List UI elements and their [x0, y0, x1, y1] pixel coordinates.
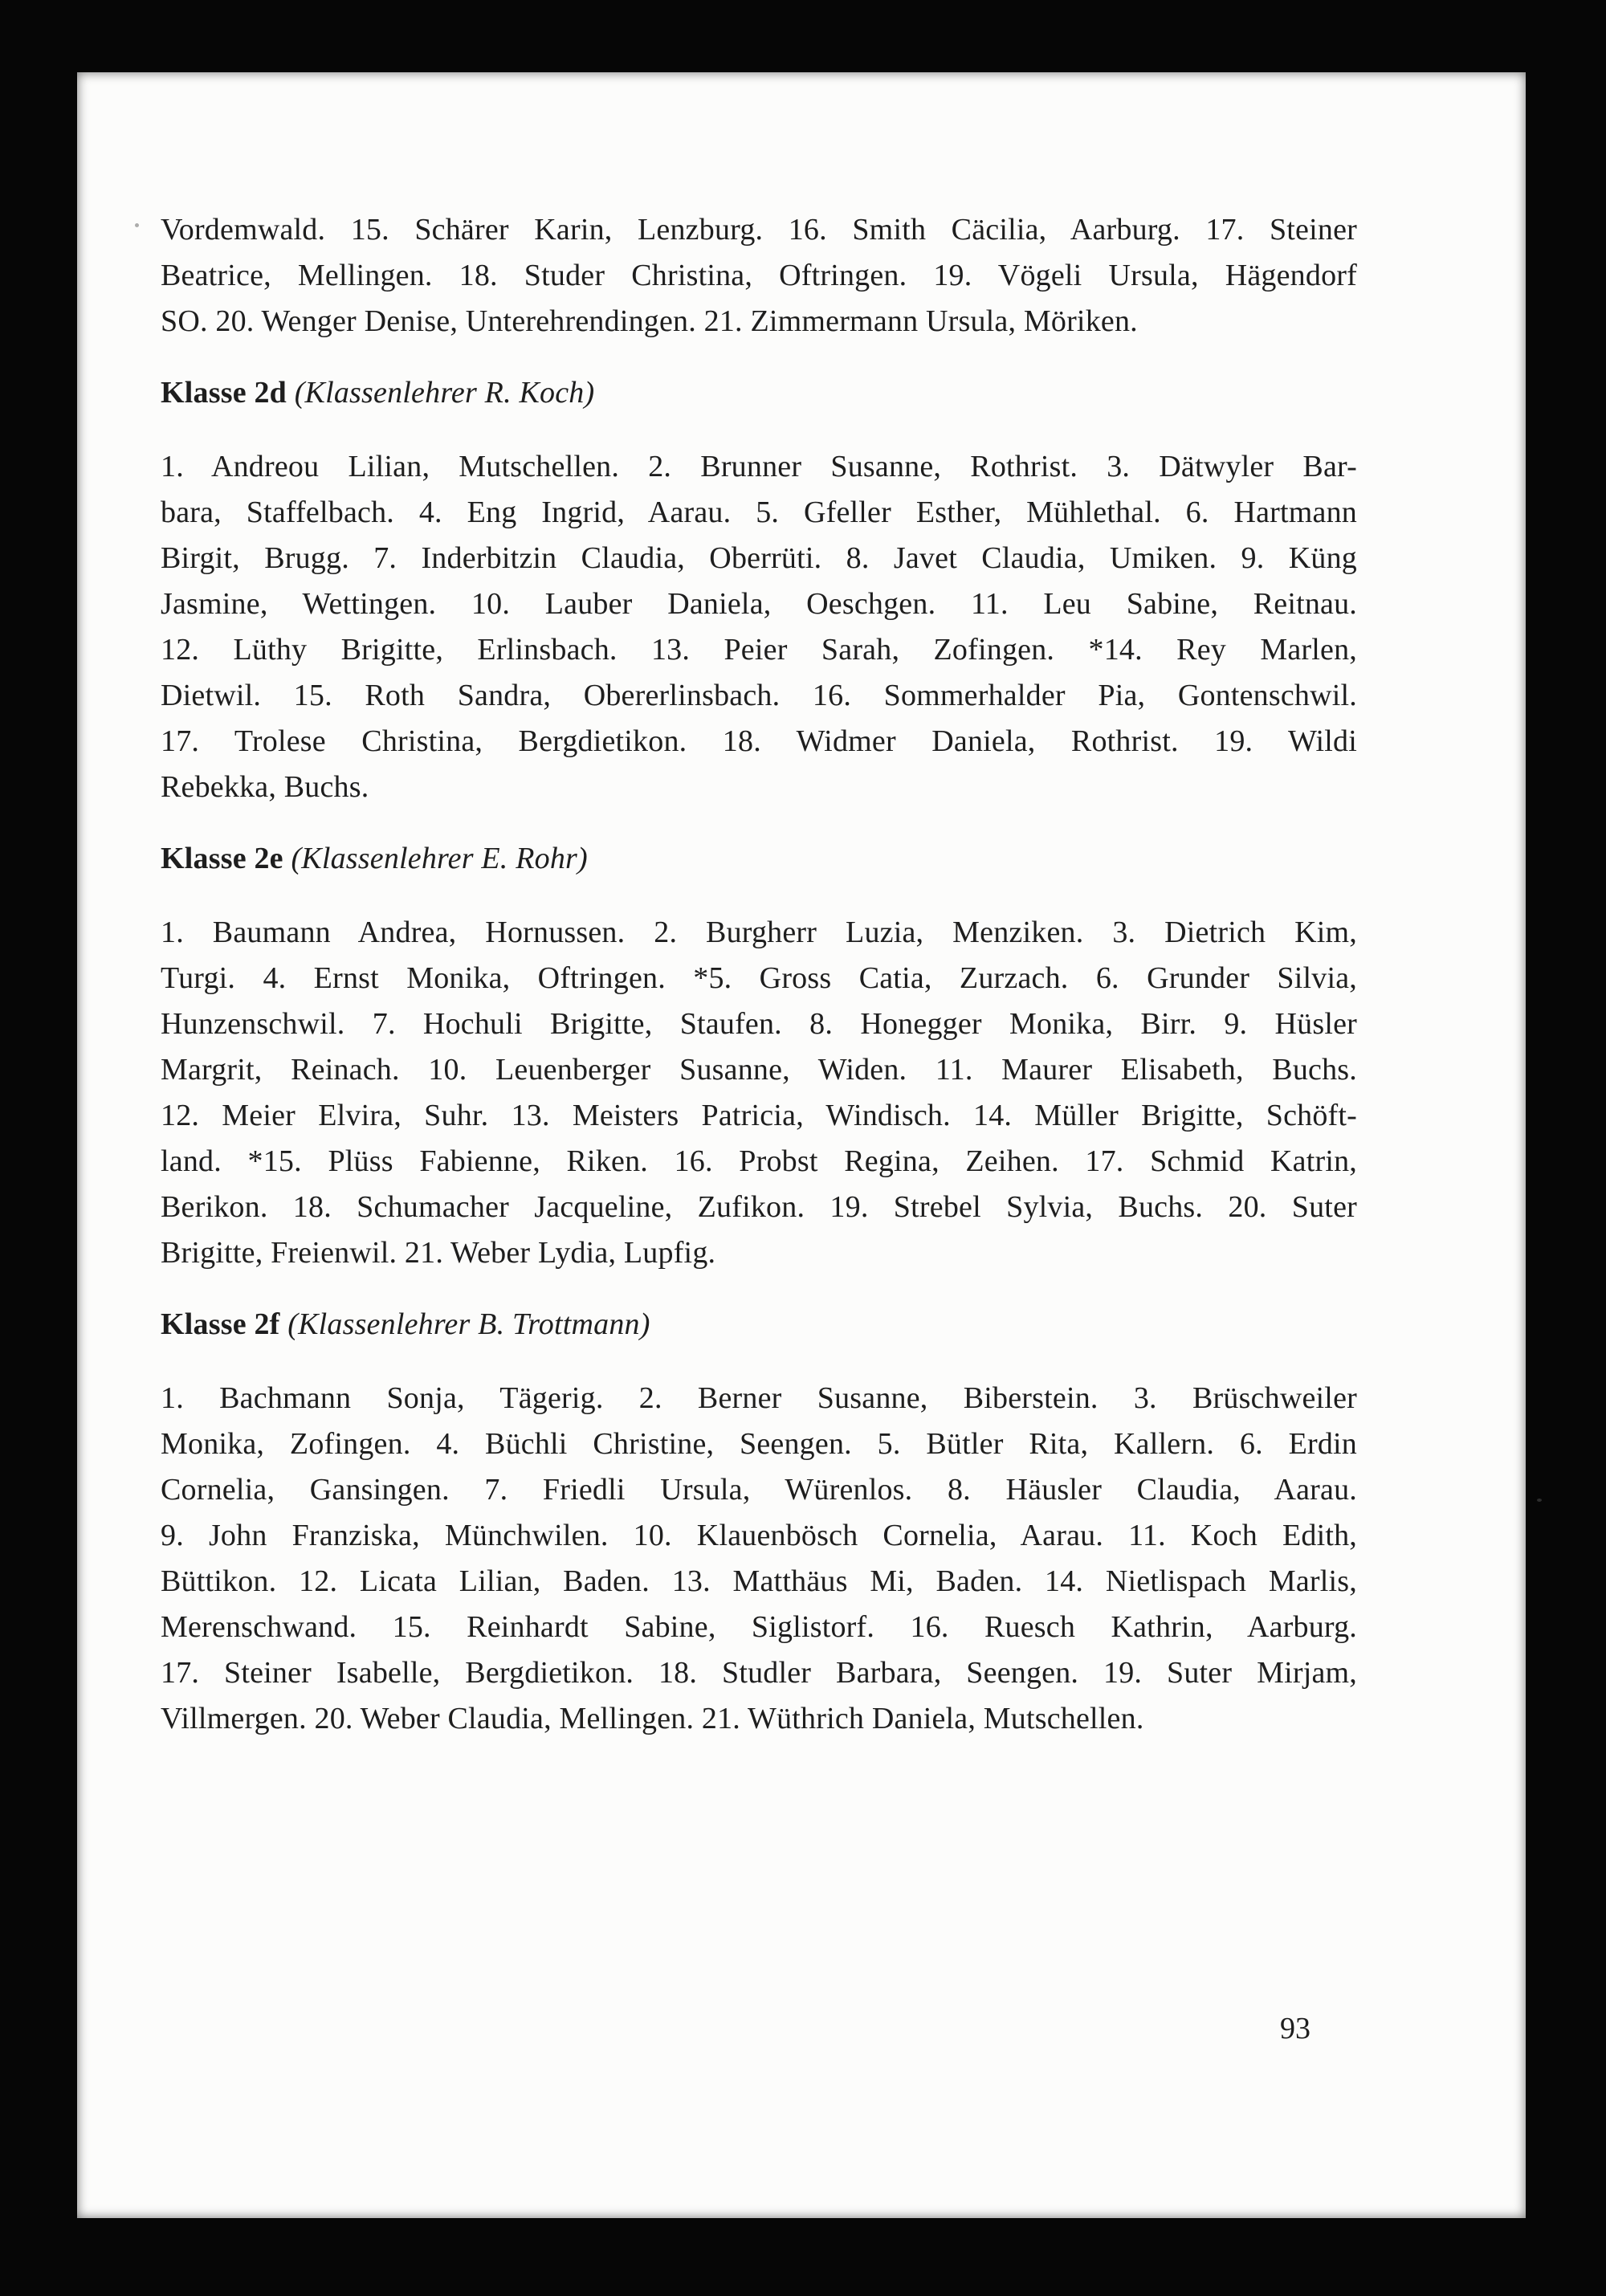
intro-paragraph — [161, 207, 1357, 345]
text-line: Birgit, Brugg. 7. Inderbitzin Claudia, Oberrüti. 8. Javet Claudia, Umiken. 9. Küng — [161, 541, 1357, 575]
text-line: Villmergen. 20. Weber Claudia, Mellingen. 21. Wüthrich Daniela, Mutschellen. — [161, 1702, 1144, 1735]
text-line: Berikon. 18. Schumacher Jacqueline, Zufikon. 19. Strebel Sylvia, Buchs. 20. Suter — [161, 1190, 1357, 1224]
class-roster-paragraph — [161, 444, 1357, 810]
text-line: Büttikon. 12. Licata Lilian, Baden. 13. Matthäus Mi, Baden. 14. Nietlispach Marlis, — [161, 1564, 1357, 1598]
text-line: 12. Lüthy Brigitte, Erlinsbach. 13. Peier Sarah, Zofingen. *14. Rey Marlen, — [161, 633, 1357, 667]
text-line: 1. Baumann Andrea, Hornussen. 2. Burgherr Luzia, Menziken. 3. Dietrich Kim, — [161, 916, 1357, 949]
page-number: 93 — [1280, 2012, 1310, 2045]
scan-speck — [135, 223, 139, 227]
text-line: Beatrice, Mellingen. 18. Studer Christina, Oftringen. 19. Vögeli Ursula, Hägendorf — [161, 259, 1357, 292]
class-name: Klasse 2d — [161, 376, 287, 410]
text-line: 9. John Franziska, Münchwilen. 10. Klauenbösch Cornelia, Aarau. 11. Koch Edith, — [161, 1519, 1357, 1552]
text-line: Turgi. 4. Ernst Monika, Oftringen. *5. Gross Catia, Zurzach. 6. Grunder Silvia, — [161, 961, 1357, 995]
text-line: 12. Meier Elvira, Suhr. 13. Meisters Patricia, Windisch. 14. Müller Brigitte, Schöft- — [161, 1099, 1357, 1132]
text-line: Cornelia, Gansingen. 7. Friedli Ursula, Würenlos. 8. Häusler Claudia, Aarau. — [161, 1473, 1357, 1507]
section-heading — [161, 1302, 1357, 1348]
text-line: 1. Bachmann Sonja, Tägerig. 2. Berner Susanne, Biberstein. 3. Brüschweiler — [161, 1381, 1357, 1415]
text-line: 17. Steiner Isabelle, Bergdietikon. 18. Studler Barbara, Seengen. 19. Suter Mirjam, — [161, 1656, 1357, 1690]
text-line: Vordemwald. 15. Schärer Karin, Lenzburg. 16. Smith Cäcilia, Aarburg. 17. Steiner — [161, 213, 1357, 247]
text-line: Margrit, Reinach. 10. Leuenberger Susanne, Widen. 11. Maurer Elisabeth, Buchs. — [161, 1053, 1357, 1087]
text-line: land. *15. Plüss Fabienne, Riken. 16. Probst Regina, Zeihen. 17. Schmid Katrin, — [161, 1144, 1357, 1178]
text-line: 1. Andreou Lilian, Mutschellen. 2. Brunner Susanne, Rothrist. 3. Dätwyler Bar- — [161, 450, 1357, 483]
text-line: Jasmine, Wettingen. 10. Lauber Daniela, Oeschgen. 11. Leu Sabine, Reitnau. — [161, 587, 1357, 621]
page-content — [161, 207, 1357, 1742]
scan-speck — [1537, 1499, 1542, 1502]
class-name: Klasse 2f — [161, 1307, 280, 1341]
teacher-name: (Klassenlehrer B. Trottmann) — [287, 1307, 650, 1341]
book-page — [77, 72, 1526, 2218]
class-roster-paragraph — [161, 910, 1357, 1276]
sections — [161, 370, 1357, 1742]
text-line: Monika, Zofingen. 4. Büchli Christine, Seengen. 5. Bütler Rita, Kallern. 6. Erdin — [161, 1427, 1357, 1461]
section-heading — [161, 836, 1357, 882]
text-line: Merenschwand. 15. Reinhardt Sabine, Siglistorf. 16. Ruesch Kathrin, Aarburg. — [161, 1610, 1357, 1644]
class-name: Klasse 2e — [161, 842, 283, 875]
teacher-name: (Klassenlehrer R. Koch) — [294, 376, 595, 410]
text-line: Rebekka, Buchs. — [161, 770, 369, 804]
text-line: bara, Staffelbach. 4. Eng Ingrid, Aarau. 5. Gfeller Esther, Mühlethal. 6. Hartmann — [161, 495, 1357, 529]
teacher-name: (Klassenlehrer E. Rohr) — [291, 842, 588, 875]
text-line: 17. Trolese Christina, Bergdietikon. 18. Widmer Daniela, Rothrist. 19. Wildi — [161, 724, 1357, 758]
text-line: Hunzenschwil. 7. Hochuli Brigitte, Staufen. 8. Honegger Monika, Birr. 9. Hüsler — [161, 1007, 1357, 1041]
text-line: Brigitte, Freienwil. 21. Weber Lydia, Lupfig. — [161, 1236, 716, 1270]
text-line: Dietwil. 15. Roth Sandra, Obererlinsbach. 16. Sommerhalder Pia, Gontenschwil. — [161, 679, 1357, 712]
text-line: SO. 20. Wenger Denise, Unterehrendingen. 21. Zimmermann Ursula, Möriken. — [161, 304, 1138, 338]
section-heading — [161, 370, 1357, 416]
class-roster-paragraph — [161, 1376, 1357, 1742]
